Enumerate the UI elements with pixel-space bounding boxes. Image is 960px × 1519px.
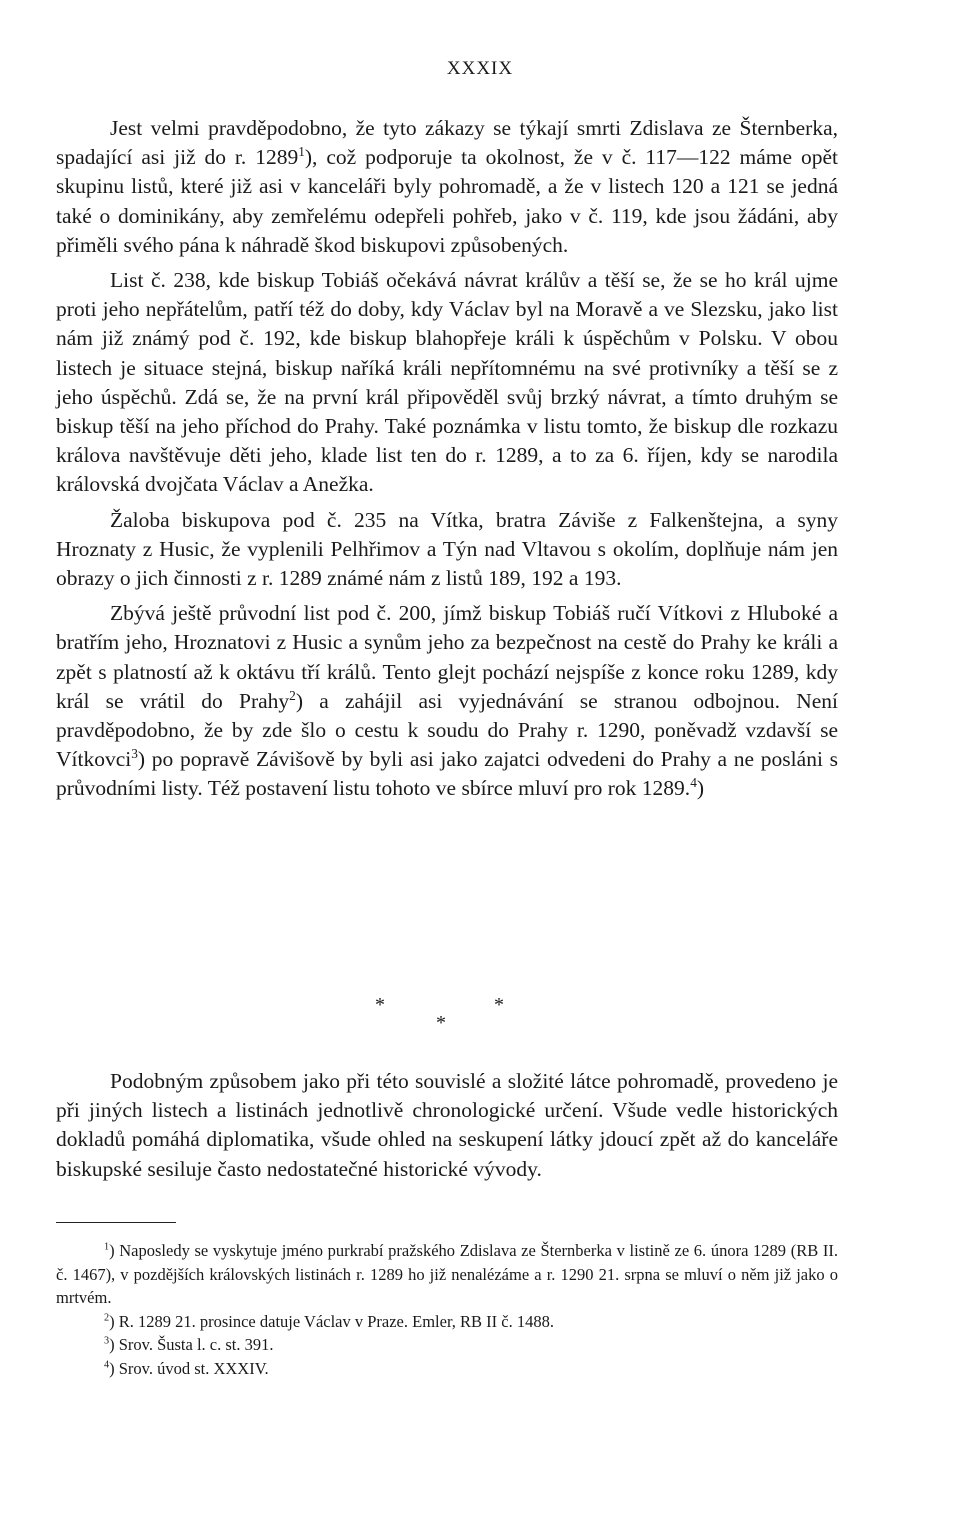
- footnote-ref-1: 1: [298, 144, 305, 160]
- footnote-4: [56, 1357, 838, 1381]
- paragraph-1: [56, 114, 838, 260]
- footnote-mark: 2: [104, 1312, 110, 1323]
- footnote-mark: 4: [104, 1359, 110, 1370]
- footnote-rule: [56, 1222, 176, 1223]
- closing-text: [56, 1067, 838, 1184]
- separator-asterisk: *: [436, 1012, 446, 1034]
- paragraph-2: List č. 238, kde biskup Tobiáš očekává návrat králův a těší se, že se ho král ujme proti jeho nepřátelům, patří též do doby, kdy Václav byl na Moravě a ve Slezsku, jako list nám již známý pod č. 192, kde biskup blahopřeje králi k úspěchům v Polsku. V obou listech je situace stejná, biskup naříká králi nepřítomnému na své protivníky a těší se z jeho úspěchů. Zdá se, že na první král připověděl svůj brzký návrat, a tímto druhým se biskup těší na jeho příchod do Prahy. Také poznámka v listu tomto, že biskup dle rozkazu králova navštěvuje děti jeho, klade list ten do r. 1289, a to za 6. říjen, kdy se narodila královská dvojčata Václav a Anežka.: [56, 268, 838, 497]
- paragraph-4-text-d: ): [696, 776, 705, 801]
- footnote-2: [56, 1310, 838, 1334]
- footnote-text: ) Srov. úvod st. XXXIV.: [109, 1358, 269, 1378]
- footnote-3: [56, 1333, 838, 1357]
- footnote-text: ) Naposledy se vyskytuje jméno purkrabí pražského Zdislava ze Šternberka v listině ze 6. února 1289 (RB II. č. 1467), v pozdějších královských listinách r. 1289 ho již nenalézáme a r. 1290 21. srpna se mluví o něm již jako o mrtvém.: [56, 1241, 838, 1307]
- footnote-mark: 3: [104, 1335, 110, 1347]
- paragraph-4-text-b: ) a zahájil asi vyjednávání se stranou odbojnou. Není pravděpodobno, že by zde šlo o cestu k soudu do Prahy r. 1290, poněvadž vzdavší se Vítkovci: [56, 688, 838, 772]
- footnote-mark: 1: [104, 1241, 110, 1253]
- separator-asterisk: *: [375, 994, 385, 1016]
- footnote-text: ) R. 1289 21. prosince datuje Václav v Praze. Emler, RB II č. 1488.: [109, 1311, 554, 1331]
- section-separator: [0, 995, 960, 1035]
- footnote-text: ) Srov. Šusta l. c. st. 391.: [109, 1335, 274, 1354]
- footnote-ref-4: 4: [690, 775, 697, 791]
- closing-paragraph: Podobným způsobem jako při této souvislé a složité látce pohromadě, provedeno je při jiných listech a listinách jednotlivě chronologické určení. Všude vedle historických dokladů pomáhá diplomatika, všude ohled na seskupení látky jdoucí zpět až do kanceláře biskupské sesiluje často nedostatečné historické vývody.: [56, 1069, 838, 1181]
- paragraph-1-text: Jest velmi pravděpodobno, že tyto zákazy se týkají smrti Zdislava ze Šternberka, spadající asi již do r. 1289: [56, 116, 838, 170]
- main-text: [56, 114, 838, 804]
- paragraph-4-text-a: Zbývá ještě průvodní list pod č. 200, jímž biskup Tobiáš ručí Vítkovi z Hluboké a bratřím jeho, Hroznatovi z Husic a synům jeho za bezpečnost na cestě do Prahy ke králi a zpět s platností až k oktávu tří králů. Tento glejt pochází nejspíše z konce roku 1289, kdy král se vrátil do Prahy: [56, 601, 838, 713]
- footnotes: [56, 1239, 838, 1380]
- separator-asterisk: *: [494, 994, 504, 1016]
- footnote-1: [56, 1239, 838, 1310]
- paragraph-4: [56, 599, 838, 803]
- page-number: XXXIX: [446, 58, 514, 79]
- footnote-ref-3: 3: [131, 746, 138, 762]
- paragraph-3: Žaloba biskupova pod č. 235 na Vítka, bratra Záviše z Falkenštejna, a syny Hroznaty z Husic, že vyplenili Pelhřimov a Týn nad Vltavou s okolím, doplňuje nám jen obrazy o jich činnosti z r. 1289 známé nám z listů 189, 192 a 193.: [56, 507, 838, 591]
- paragraph-4-text-c: ) po popravě Závišově by byli asi jako zajatci odvedeni do Prahy a ne posláni s průvodními listy. Též postavení listu tohoto ve sbírce mluví pro rok 1289.: [56, 747, 838, 801]
- footnote-ref-2: 2: [289, 687, 296, 703]
- paragraph-1-text-cont: ), což podporuje ta okolnost, že v č. 117—122 máme opět skupinu listů, které již asi v kanceláři byly pohromadě, a že v listech 120 a 121 se jedná také o dominikány, aby zemřelému odepřeli pohřeb, jako v č. 119, kde jsou žádáni, aby přiměli svého pána k náhradě škod biskupovi způsobených.: [56, 145, 838, 257]
